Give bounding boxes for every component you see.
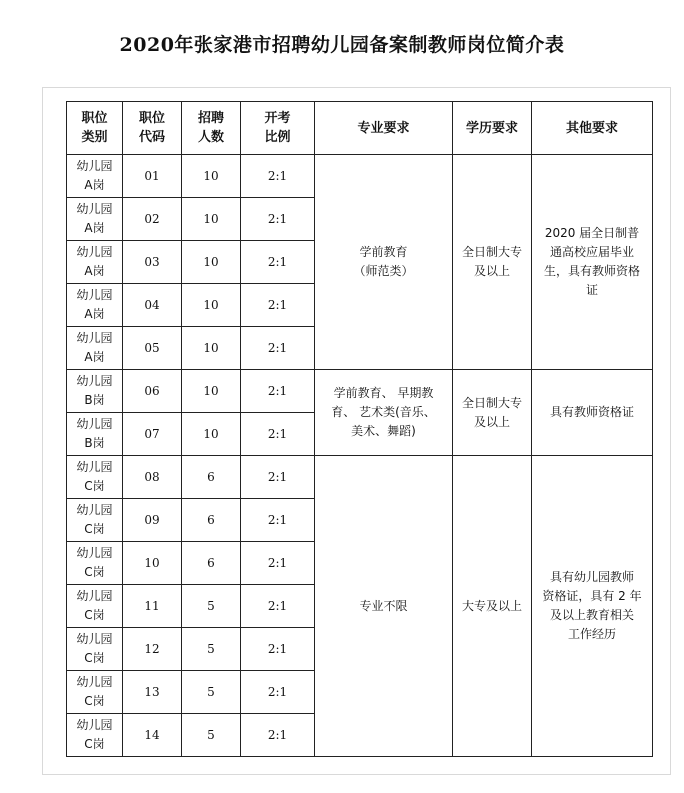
cell-ratio: 2:1 [241, 542, 315, 585]
header-ratio: 开考 比例 [241, 102, 315, 155]
cell-other-requirement: 2020 届全日制普 通高校应届毕业 生，具有教师资格 证 [532, 155, 653, 370]
table-row [67, 155, 653, 198]
cell-code: 03 [123, 241, 182, 284]
cell-category: 幼儿园 C岗 [67, 628, 123, 671]
cell-major-requirement: 专业不限 [315, 456, 453, 757]
cell-count: 6 [182, 542, 241, 585]
cell-count: 5 [182, 714, 241, 757]
cell-ratio: 2:1 [241, 628, 315, 671]
cell-code: 14 [123, 714, 182, 757]
cell-education-requirement: 全日制大专 及以上 [453, 370, 532, 456]
cell-category: 幼儿园 B岗 [67, 413, 123, 456]
cell-ratio: 2:1 [241, 456, 315, 499]
cell-code: 09 [123, 499, 182, 542]
cell-category: 幼儿园 A岗 [67, 241, 123, 284]
cell-ratio: 2:1 [241, 370, 315, 413]
cell-category: 幼儿园 A岗 [67, 198, 123, 241]
cell-count: 5 [182, 628, 241, 671]
cell-category: 幼儿园 C岗 [67, 671, 123, 714]
cell-category: 幼儿园 A岗 [67, 155, 123, 198]
cell-code: 13 [123, 671, 182, 714]
cell-category: 幼儿园 A岗 [67, 284, 123, 327]
cell-ratio: 2:1 [241, 499, 315, 542]
table-header-row [67, 102, 653, 155]
header-count: 招聘 人数 [182, 102, 241, 155]
cell-category: 幼儿园 C岗 [67, 714, 123, 757]
cell-code: 07 [123, 413, 182, 456]
table-row [67, 456, 653, 499]
cell-count: 5 [182, 585, 241, 628]
cell-category: 幼儿园 B岗 [67, 370, 123, 413]
header-other: 其他要求 [532, 102, 653, 155]
cell-other-requirement: 具有幼儿园教师 资格证，具有 2 年 及以上教育相关 工作经历 [532, 456, 653, 757]
cell-ratio: 2:1 [241, 241, 315, 284]
cell-count: 10 [182, 284, 241, 327]
cell-count: 10 [182, 370, 241, 413]
cell-count: 6 [182, 456, 241, 499]
cell-count: 10 [182, 327, 241, 370]
cell-category: 幼儿园 C岗 [67, 585, 123, 628]
cell-count: 6 [182, 499, 241, 542]
cell-count: 10 [182, 155, 241, 198]
cell-education-requirement: 全日制大专 及以上 [453, 155, 532, 370]
cell-code: 10 [123, 542, 182, 585]
cell-code: 08 [123, 456, 182, 499]
header-code: 职位 代码 [123, 102, 182, 155]
cell-major-requirement: 学前教育 （师范类） [315, 155, 453, 370]
cell-ratio: 2:1 [241, 327, 315, 370]
table-row [67, 370, 653, 413]
cell-code: 06 [123, 370, 182, 413]
cell-code: 05 [123, 327, 182, 370]
cell-ratio: 2:1 [241, 671, 315, 714]
cell-count: 10 [182, 413, 241, 456]
header-category: 职位 类别 [67, 102, 123, 155]
cell-code: 12 [123, 628, 182, 671]
cell-education-requirement: 大专及以上 [453, 456, 532, 757]
positions-table [66, 101, 653, 757]
cell-ratio: 2:1 [241, 198, 315, 241]
cell-code: 02 [123, 198, 182, 241]
cell-count: 5 [182, 671, 241, 714]
cell-code: 01 [123, 155, 182, 198]
cell-other-requirement: 具有教师资格证 [532, 370, 653, 456]
cell-code: 11 [123, 585, 182, 628]
cell-ratio: 2:1 [241, 284, 315, 327]
cell-ratio: 2:1 [241, 585, 315, 628]
cell-category: 幼儿园 C岗 [67, 456, 123, 499]
page-title: 2020年张家港市招聘幼儿园备案制教师岗位简介表 [119, 34, 565, 56]
cell-ratio: 2:1 [241, 714, 315, 757]
cell-ratio: 2:1 [241, 413, 315, 456]
cell-ratio: 2:1 [241, 155, 315, 198]
cell-code: 04 [123, 284, 182, 327]
cell-category: 幼儿园 C岗 [67, 499, 123, 542]
cell-category: 幼儿园 A岗 [67, 327, 123, 370]
cell-major-requirement: 学前教育、 早期教 育、 艺术类(音乐、 美术、舞蹈) [315, 370, 453, 456]
header-education: 学历要求 [453, 102, 532, 155]
header-major: 专业要求 [315, 102, 453, 155]
cell-category: 幼儿园 C岗 [67, 542, 123, 585]
cell-count: 10 [182, 241, 241, 284]
cell-count: 10 [182, 198, 241, 241]
